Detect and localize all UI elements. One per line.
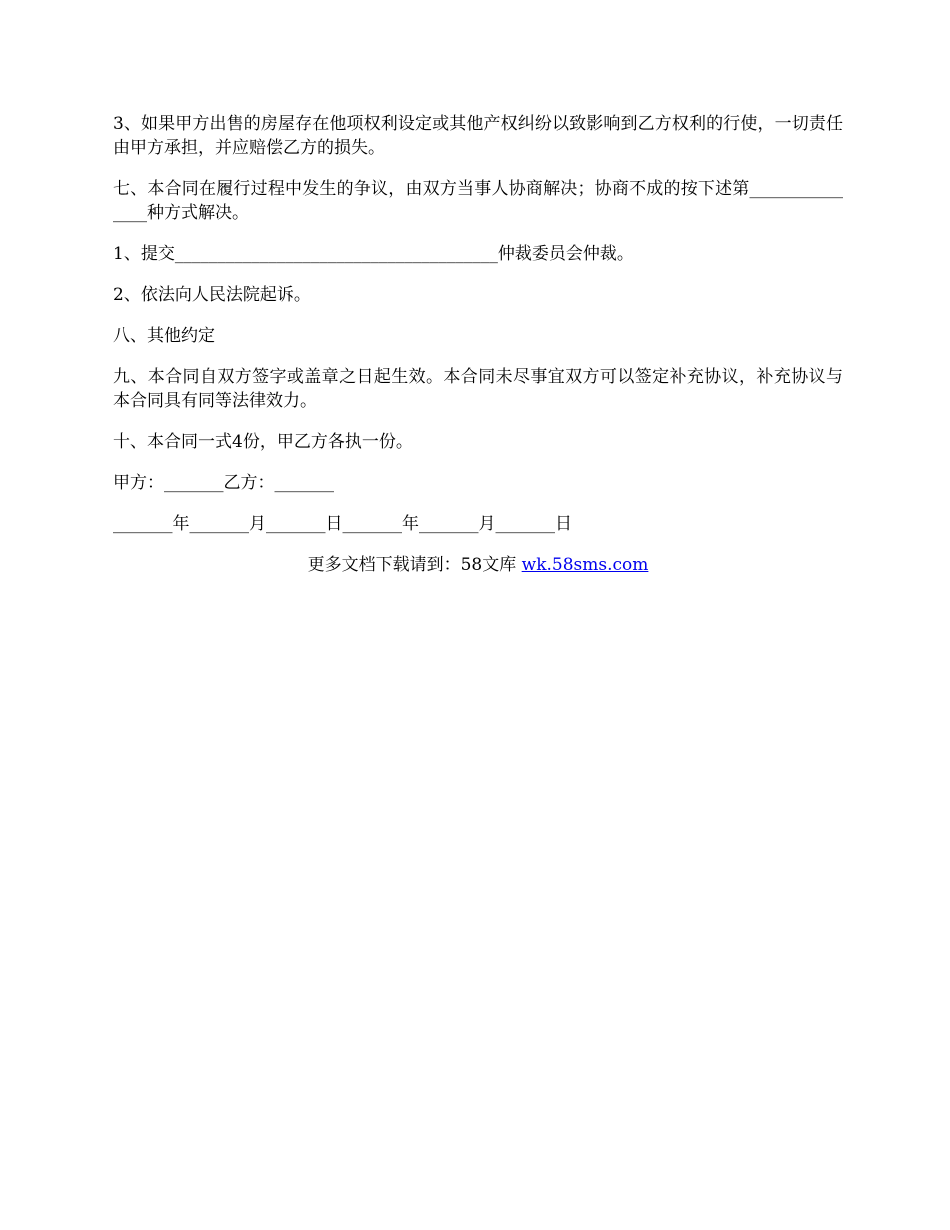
clause-7-dispute-resolution: 七、本合同在履行过程中发生的争议，由双方当事人协商解决；协商不成的按下述第_______________种方式解决。 [113,179,843,223]
footer-link[interactable]: wk.58sms.com [521,555,649,575]
dispute-option-arbitration: 1、提交______________________________________仲裁委员会仲裁。 [113,244,634,264]
clause-9-effective-date: 九、本合同自双方签字或盖章之日起生效。本合同未尽事宜双方可以签定补充协议，补充协议与本合同具有同等法律效力。 [113,367,843,411]
signature-line: 甲方：_______乙方：_______ [113,473,334,493]
date-line: _______年_______月_______日_______年_______月_______日 [113,514,572,534]
clause-10-copies: 十、本合同一式4份，甲乙方各执一份。 [113,432,413,452]
clause-3-seller-liability: 3、如果甲方出售的房屋存在他项权利设定或其他产权纠纷以致影响到乙方权利的行使，一切责任由甲方承担，并应赔偿乙方的损失。 [113,114,843,158]
footer-text: 更多文档下载请到：58文库 [307,555,522,575]
footer-download-note [113,553,843,577]
document-body [113,112,843,577]
clause-8-other-terms: 八、其他约定 [113,326,215,346]
dispute-option-litigation: 2、依法向人民法院起诉。 [113,285,311,305]
